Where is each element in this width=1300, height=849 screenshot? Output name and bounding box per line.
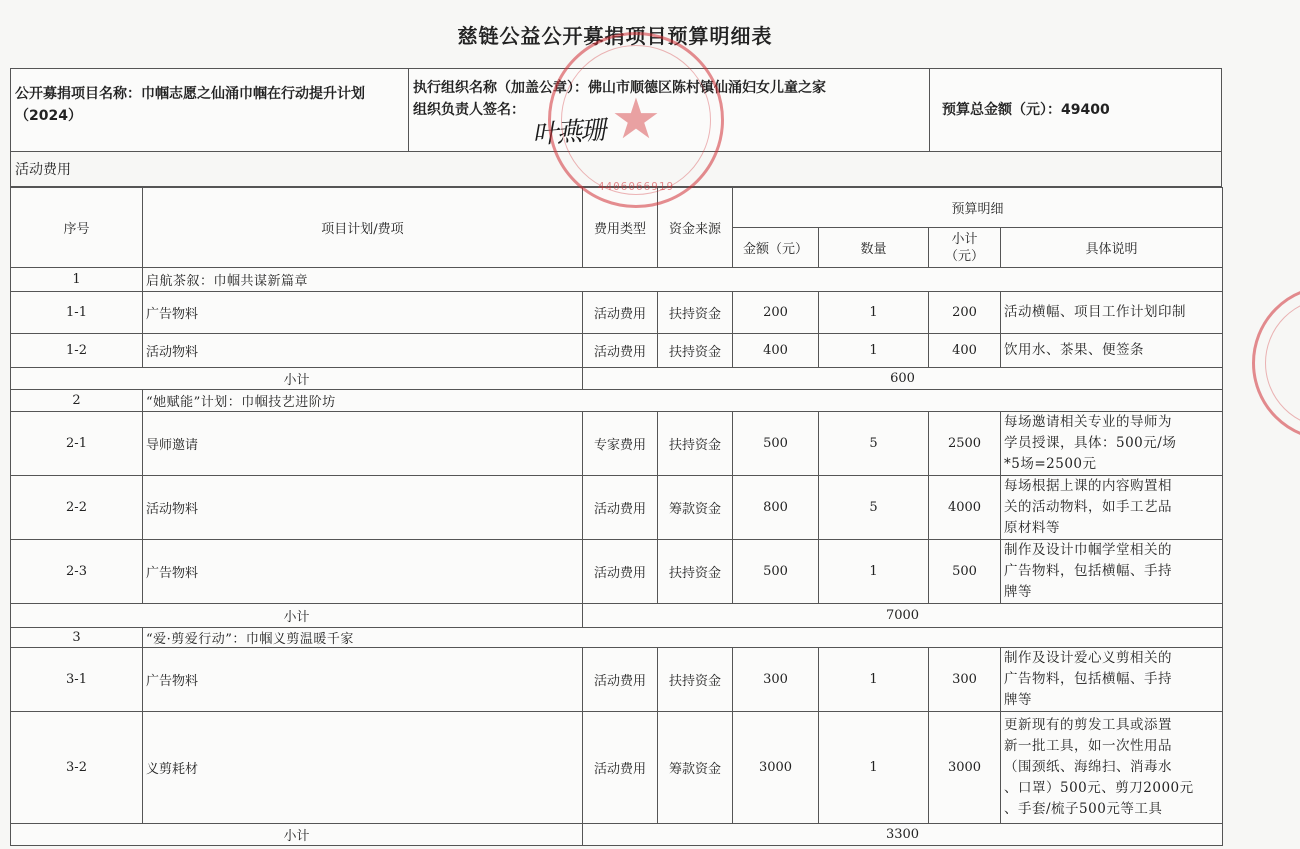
item-source: 筹款资金 [658, 476, 733, 540]
item-source: 扶持资金 [658, 412, 733, 476]
group-title: 启航茶叙：巾帼共谋新篇章 [143, 268, 1223, 292]
item-amount: 400 [733, 334, 819, 368]
org-info [409, 69, 930, 151]
item-qty: 1 [819, 540, 929, 604]
item-seq: 2-2 [11, 476, 143, 540]
item-name: 广告物料 [143, 648, 583, 712]
item-qty: 5 [819, 412, 929, 476]
budget-total: 预算总金额（元）：49400 [942, 102, 1110, 118]
col-type: 费用类型 [583, 188, 658, 268]
seal-code: 4406066919 [597, 180, 675, 193]
item-qty: 5 [819, 476, 929, 540]
item-name: 导师邀请 [143, 412, 583, 476]
col-source: 资金来源 [658, 188, 733, 268]
item-type: 活动费用 [583, 334, 658, 368]
group-seq: 2 [11, 390, 143, 412]
item-seq: 2-1 [11, 412, 143, 476]
item-desc: 制作及设计爱心义剪相关的 广告物料，包括横幅、手持 牌等 [1001, 648, 1223, 712]
page-title: 慈链公益公开募捐项目预算明细表 [457, 24, 773, 48]
group-row [11, 390, 1223, 412]
item-name: 活动物料 [143, 476, 583, 540]
leader-signature: 叶燕珊 [531, 115, 606, 151]
group-seq: 1 [11, 268, 143, 292]
subtotal-value: 600 [583, 368, 1223, 390]
subtotal-label: 小计 [11, 604, 583, 628]
item-qty: 1 [819, 648, 929, 712]
group-title: “她赋能”计划：巾帼技艺进阶坊 [143, 390, 1223, 412]
item-desc: 更新现有的剪发工具或添置 新一批工具，如一次性用品 （围颈纸、海绵扫、消毒水 、口罩）500元、剪刀2000元 、手套/梳子500元等工具 [1001, 712, 1223, 824]
subtotal-row [11, 368, 1223, 390]
project-name: 公开募捐项目名称：巾帼志愿之仙涌巾帼在行动提升计划（2024） [11, 69, 409, 151]
seal-star-icon: ★ [610, 87, 662, 152]
item-name: 广告物料 [143, 540, 583, 604]
item-subtotal: 2500 [929, 412, 1001, 476]
group-row [11, 268, 1223, 292]
subtotal-row [11, 824, 1223, 846]
partial-seal-ring [1265, 298, 1300, 428]
subtotal-label: 小计 [11, 824, 583, 846]
item-type: 活动费用 [583, 712, 658, 824]
item-seq: 3-2 [11, 712, 143, 824]
table-row [11, 476, 1223, 540]
item-seq: 1-1 [11, 292, 143, 334]
subtotal-value: 7000 [583, 604, 1223, 628]
item-subtotal: 200 [929, 292, 1001, 334]
group-title: “爱·剪爱行动”：巾帼义剪温暖千家 [143, 628, 1223, 648]
col-amount: 金额（元） [733, 228, 819, 268]
table-row [11, 334, 1223, 368]
org-name: 执行组织名称（加盖公章）：佛山市顺德区陈村镇仙涌妇女儿童之家 [413, 80, 826, 96]
item-type: 活动费用 [583, 476, 658, 540]
table-row [11, 712, 1223, 824]
budget-body [11, 268, 1223, 846]
item-source: 扶持资金 [658, 648, 733, 712]
item-type: 专家费用 [583, 412, 658, 476]
subtotal-row [11, 604, 1223, 628]
col-item: 项目计划/费项 [143, 188, 583, 268]
item-type: 活动费用 [583, 648, 658, 712]
budget-sheet [10, 68, 1222, 846]
item-name: 广告物料 [143, 292, 583, 334]
item-type: 活动费用 [583, 540, 658, 604]
item-source: 筹款资金 [658, 712, 733, 824]
item-subtotal: 400 [929, 334, 1001, 368]
item-qty: 1 [819, 292, 929, 334]
col-desc: 具体说明 [1001, 228, 1223, 268]
item-subtotal: 500 [929, 540, 1001, 604]
item-name: 活动物料 [143, 334, 583, 368]
item-desc: 制作及设计巾帼学堂相关的 广告物料，包括横幅、手持 牌等 [1001, 540, 1223, 604]
table-row [11, 648, 1223, 712]
leader-label: 组织负责人签名： [413, 102, 525, 118]
item-amount: 500 [733, 540, 819, 604]
col-detail-group: 预算明细 [733, 188, 1223, 228]
subtotal-value: 3300 [583, 824, 1223, 846]
item-desc: 每场根据上课的内容购置相 关的活动物料，如手工艺品 原材料等 [1001, 476, 1223, 540]
table-row [11, 540, 1223, 604]
item-amount: 3000 [733, 712, 819, 824]
group-seq: 3 [11, 628, 143, 648]
item-seq: 2-3 [11, 540, 143, 604]
item-source: 扶持资金 [658, 334, 733, 368]
budget-table [10, 187, 1223, 846]
subtotal-label: 小计 [11, 368, 583, 390]
item-source: 扶持资金 [658, 540, 733, 604]
item-seq: 1-2 [11, 334, 143, 368]
item-subtotal: 4000 [929, 476, 1001, 540]
item-name: 义剪耗材 [143, 712, 583, 824]
item-qty: 1 [819, 334, 929, 368]
item-amount: 200 [733, 292, 819, 334]
item-desc: 活动横幅、项目工作计划印制 [1001, 292, 1223, 334]
item-seq: 3-1 [11, 648, 143, 712]
item-amount: 500 [733, 412, 819, 476]
partial-seal [1252, 285, 1300, 441]
group-row [11, 628, 1223, 648]
col-qty: 数量 [819, 228, 929, 268]
table-row [11, 412, 1223, 476]
item-amount: 300 [733, 648, 819, 712]
col-subtotal: 小计 （元） [929, 228, 1001, 268]
table-row [11, 292, 1223, 334]
item-amount: 800 [733, 476, 819, 540]
section-label: 活动费用 [10, 152, 1222, 187]
item-source: 扶持资金 [658, 292, 733, 334]
item-qty: 1 [819, 712, 929, 824]
item-type: 活动费用 [583, 292, 658, 334]
item-subtotal: 3000 [929, 712, 1001, 824]
item-desc: 饮用水、茶果、便签条 [1001, 334, 1223, 368]
item-desc: 每场邀请相关专业的导师为 学员授课，具体：500元/场 *5场=2500元 [1001, 412, 1223, 476]
col-seq: 序号 [11, 188, 143, 268]
item-subtotal: 300 [929, 648, 1001, 712]
project-header [10, 68, 1222, 152]
